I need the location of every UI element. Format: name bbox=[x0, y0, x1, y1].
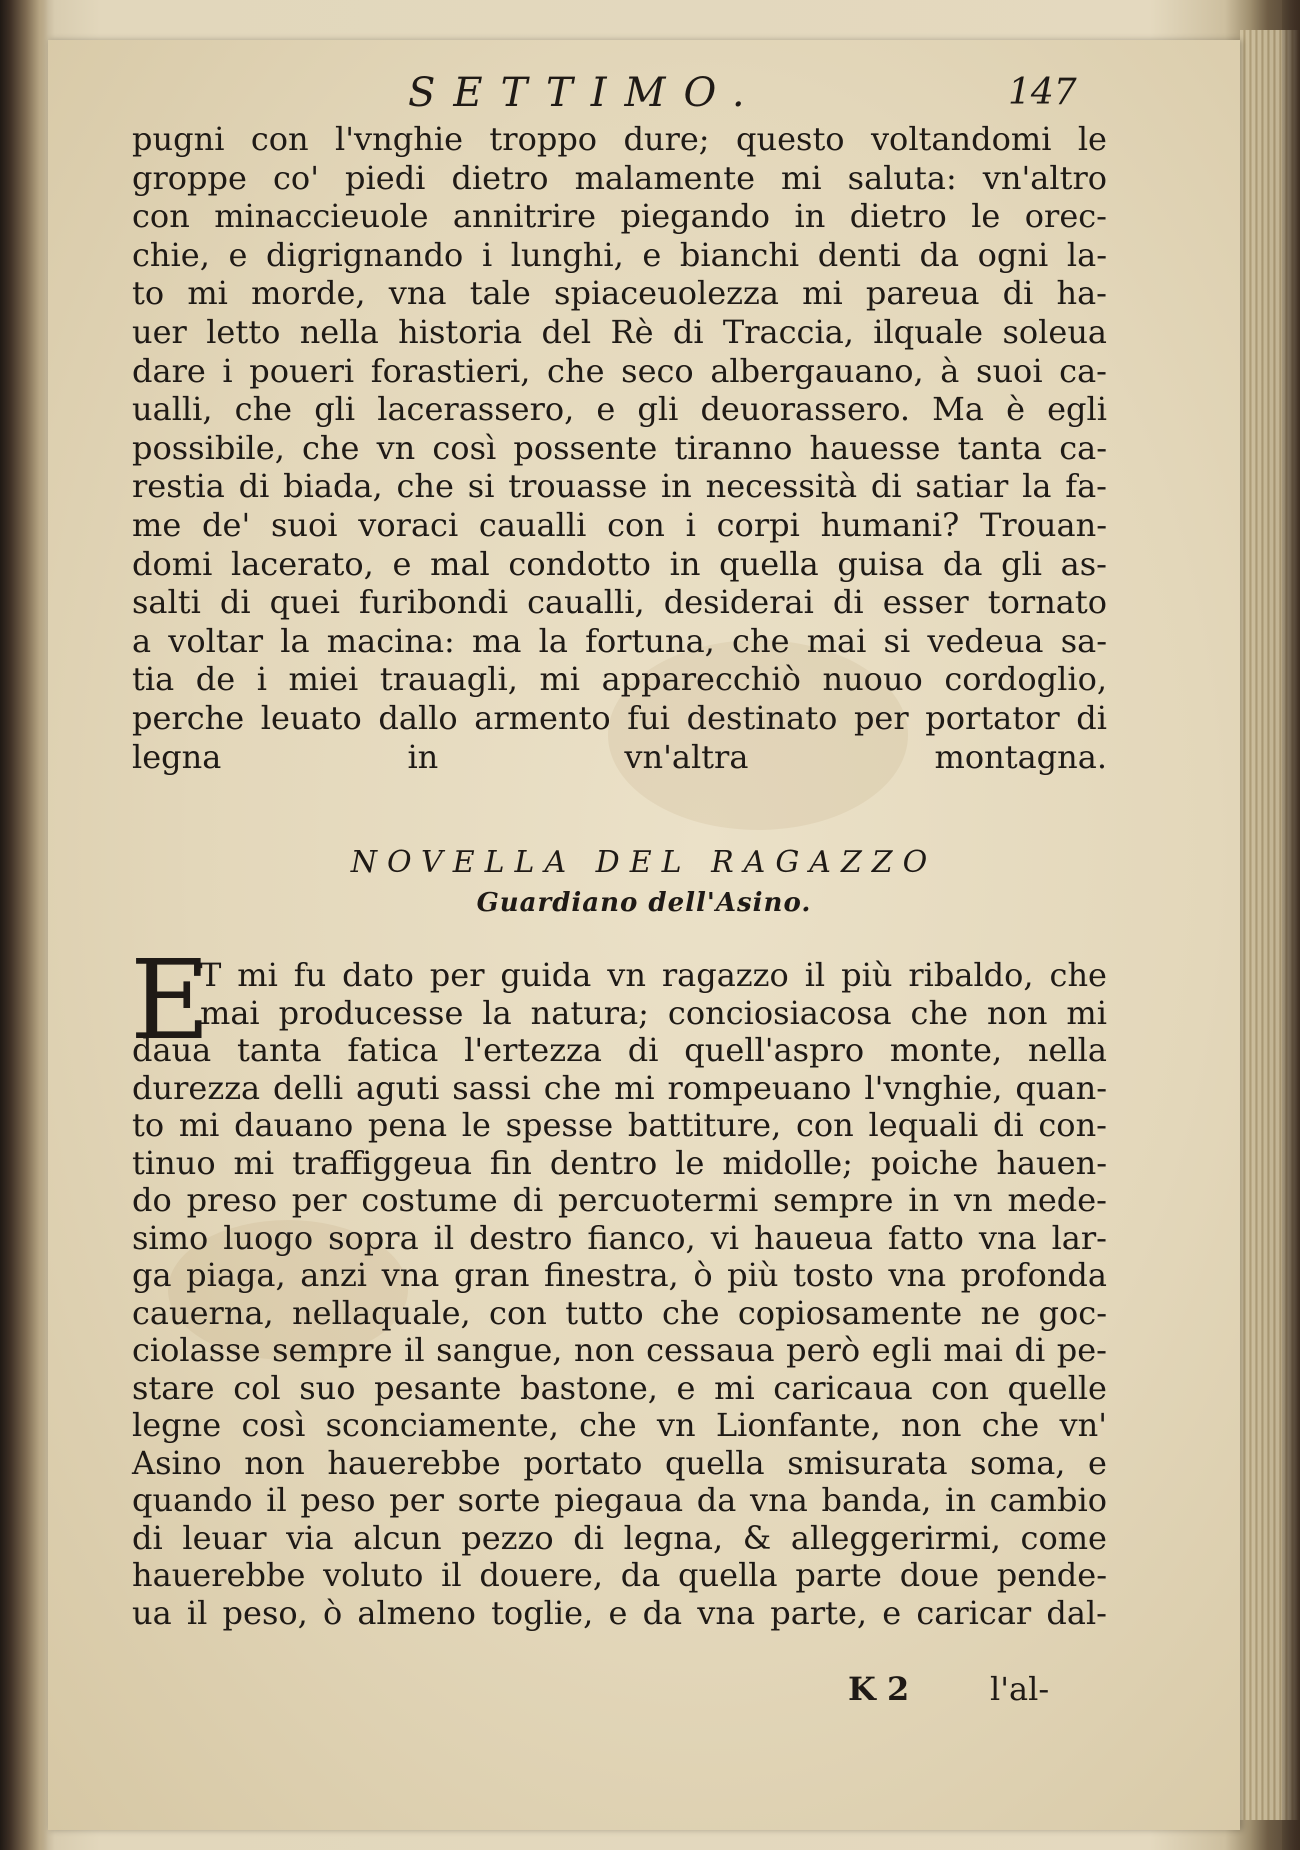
book-page bbox=[48, 40, 1240, 1830]
text-line: me de' suoi voraci caualli con i corpi humani? Trouan- bbox=[132, 505, 1107, 544]
running-title: SETTIMO. bbox=[408, 70, 763, 116]
drop-cap: E bbox=[130, 936, 211, 1064]
text-line: groppe co' piedi dietro malamente mi saluta: vn'altro bbox=[132, 158, 1107, 197]
text-line: dare i poueri forastieri, che seco albergauano, à suoi ca- bbox=[132, 351, 1107, 390]
text-line: con minaccieuole annitrire piegando in dietro le orec- bbox=[132, 197, 1107, 236]
body-text-bottom bbox=[132, 957, 1107, 1632]
text-line: salti di quei furibondi caualli, desiderai di esser tornato bbox=[132, 583, 1107, 622]
text-line: durezza delli aguti sassi che mi rompeuano l'vnghie, quan- bbox=[132, 1068, 1107, 1107]
text-line: legne così sconciamente, che vn Lionfante, non che vn' bbox=[132, 1406, 1107, 1444]
text-line: perche leuato dallo armento fui destinato per portator di bbox=[132, 698, 1107, 737]
text-line: T mi fu dato per guida vn ragazzo il più ribaldo, che bbox=[200, 956, 1107, 994]
text-line: ua il peso, ò almeno toglie, e da vna parte, e caricar dal- bbox=[132, 1593, 1107, 1632]
text-line: a voltar la macina: ma la fortuna, che mai si vedeua sa- bbox=[132, 621, 1107, 660]
text-line: legna in vn'altra montagna. bbox=[132, 737, 1107, 776]
text-line: domi lacerato, e mal condotto in quella guisa da gli as- bbox=[132, 544, 1107, 583]
text-line: uer letto nella historia del Rè di Traccia, ilquale soleua bbox=[132, 312, 1107, 351]
text-line: possibile, che vn così possente tiranno hauesse tanta ca- bbox=[132, 428, 1107, 467]
text-line: to mi dauano pena le spesse battiture, con lequali di con- bbox=[132, 1106, 1107, 1144]
text-line: quando il peso per sorte piegaua da vna banda, in cambio bbox=[132, 1481, 1107, 1519]
text-line: stare col suo pesante bastone, e mi caricaua con quelle bbox=[132, 1368, 1107, 1407]
text-line: tinuo mi traffiggeua fin dentro le midolle; poiche hauen- bbox=[132, 1143, 1107, 1182]
text-line: ciolasse sempre il sangue, non cessaua però egli mai di pe- bbox=[132, 1331, 1107, 1369]
catchword: l'al- bbox=[990, 1670, 1050, 1708]
binding-gutter bbox=[0, 0, 48, 1850]
text-line: Asino non hauerebbe portato quella smisurata soma, e bbox=[132, 1443, 1107, 1482]
page-number: 147 bbox=[1008, 72, 1077, 113]
section-title: NOVELLA DEL RAGAZZO bbox=[350, 845, 938, 880]
text-line: chie, e digrignando i lunghi, e bianchi denti da ogni la- bbox=[132, 235, 1107, 274]
running-head bbox=[48, 64, 1240, 120]
text-line: ga piaga, anzi vna gran finestra, ò più tosto vna profonda bbox=[132, 1256, 1107, 1294]
signature-mark: K 2 bbox=[848, 1670, 910, 1708]
text-line: cauerna, nellaquale, con tutto che copiosamente ne goc- bbox=[132, 1293, 1107, 1332]
binding-shadow-right bbox=[1282, 0, 1300, 1850]
section-subtitle: Guardiano dell'Asino. bbox=[476, 888, 812, 918]
text-line: daua tanta fatica l'ertezza di quell'aspro monte, nella bbox=[132, 1031, 1107, 1069]
page-footer bbox=[48, 1670, 1240, 1710]
text-line: hauerebbe voluto il douere, da quella parte doue pende- bbox=[132, 1556, 1107, 1594]
text-line: do preso per costume di percuotermi sempre in vn mede- bbox=[132, 1181, 1107, 1219]
text-line: di leuar via alcun pezzo di legna, & alleggerirmi, come bbox=[132, 1518, 1107, 1557]
text-line: ualli, che gli lacerassero, e gli deuorassero. Ma è egli bbox=[132, 390, 1107, 429]
text-line: pugni con l'vnghie troppo dure; questo voltandomi le bbox=[132, 120, 1107, 158]
body-text-top bbox=[132, 120, 1107, 776]
text-line: simo luogo sopra il destro fianco, vi haueua fatto vna lar- bbox=[132, 1218, 1107, 1257]
text-line: mai producesse la natura; conciosiacosa che non mi bbox=[200, 993, 1107, 1032]
text-line: restia di biada, che si trouasse in necessità di satiar la fa- bbox=[132, 467, 1107, 506]
text-line: to mi morde, vna tale spiaceuolezza mi pareua di ha- bbox=[132, 274, 1107, 313]
text-line: tia de i miei trauagli, mi apparecchiò nuouo cordoglio, bbox=[132, 660, 1107, 699]
